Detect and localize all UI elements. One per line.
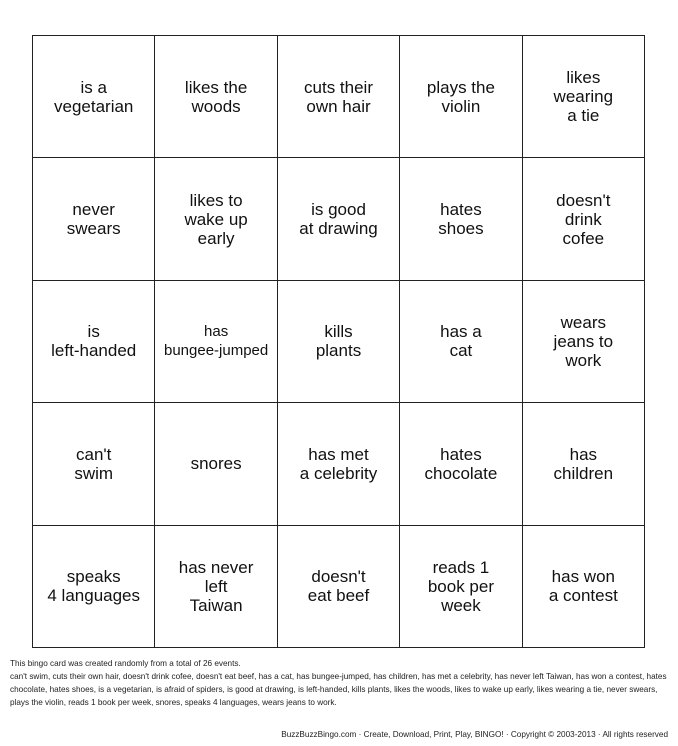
bingo-cell — [155, 158, 277, 280]
event-list: can't swim, cuts their own hair, doesn't drink cofee, doesn't eat beef, has a cat, has bungee-jumped, has children, has met a celebrity, has never left Taiwan, has won a contest, hates chocolate, hates shoes, is a vegetarian, is afraid of spiders, is good at drawing, is left-handed, kills plants, likes the woods, likes to wake up early, likes wearing a tie, never swears, plays the violin, reads 1 book per week, snores, speaks 4 languages, wears jeans to work. — [10, 672, 667, 707]
bingo-cell — [33, 281, 155, 403]
bingo-cell — [33, 403, 155, 525]
cell-text: has met a celebrity — [299, 444, 378, 483]
copyright-notice: BuzzBuzzBingo.com · Create, Download, Print, Play, BINGO! · Copyright © 2003-2013 · All rights reserved — [281, 730, 668, 739]
cell-text: likes the woods — [184, 77, 248, 116]
bingo-cell — [155, 403, 277, 525]
bingo-cell — [278, 281, 400, 403]
bingo-grid — [32, 35, 645, 648]
cell-text: is left-handed — [51, 322, 137, 361]
card-summary: This bingo card was created randomly from a total of 26 events. — [10, 659, 241, 668]
cell-text: hates chocolate — [424, 444, 498, 483]
bingo-cell — [523, 526, 645, 648]
cell-text: has children — [553, 444, 614, 483]
bingo-cell — [523, 403, 645, 525]
cell-text: has bungee-jumped — [163, 323, 269, 360]
bingo-cell — [400, 281, 522, 403]
cell-text: plays the violin — [426, 77, 495, 116]
bingo-cell — [278, 36, 400, 158]
cell-text: speaks 4 languages — [47, 567, 141, 606]
cell-text: likes wearing a tie — [553, 68, 614, 126]
bingo-cell — [523, 281, 645, 403]
cell-text: can't swim — [74, 444, 114, 483]
cell-text: is a vegetarian — [54, 77, 134, 116]
bingo-row — [33, 403, 645, 525]
cell-text: has a cat — [440, 322, 482, 361]
bingo-cell — [400, 36, 522, 158]
bingo-cell — [400, 526, 522, 648]
bingo-cell — [278, 403, 400, 525]
bingo-row — [33, 526, 645, 648]
bingo-cell — [523, 36, 645, 158]
cell-text: wears jeans to work — [553, 312, 614, 370]
bingo-cell — [155, 526, 277, 648]
bingo-row — [33, 158, 645, 280]
cell-text: cuts their own hair — [304, 77, 373, 116]
cell-text: is good at drawing — [299, 200, 378, 239]
cell-text: never swears — [66, 200, 121, 239]
bingo-cell — [400, 403, 522, 525]
cell-text: doesn't drink cofee — [556, 190, 611, 248]
bingo-cell — [278, 158, 400, 280]
cell-text: has won a contest — [548, 567, 618, 606]
bingo-cell — [33, 36, 155, 158]
cell-text: has never left Taiwan — [178, 557, 254, 615]
cell-text: kills plants — [315, 322, 362, 361]
bingo-cell — [155, 36, 277, 158]
cell-text: snores — [190, 454, 242, 474]
bingo-cell — [155, 281, 277, 403]
bingo-cell — [400, 158, 522, 280]
bingo-cell — [33, 526, 155, 648]
bingo-cell — [523, 158, 645, 280]
cell-text: likes to wake up early — [184, 190, 248, 248]
cell-text: hates shoes — [438, 200, 484, 239]
bingo-row — [33, 36, 645, 158]
cell-text: reads 1 book per week — [427, 557, 494, 615]
bingo-row — [33, 281, 645, 403]
cell-text: doesn't eat beef — [307, 567, 370, 606]
card-footer — [10, 657, 670, 709]
bingo-cell — [33, 158, 155, 280]
bingo-cell — [278, 526, 400, 648]
